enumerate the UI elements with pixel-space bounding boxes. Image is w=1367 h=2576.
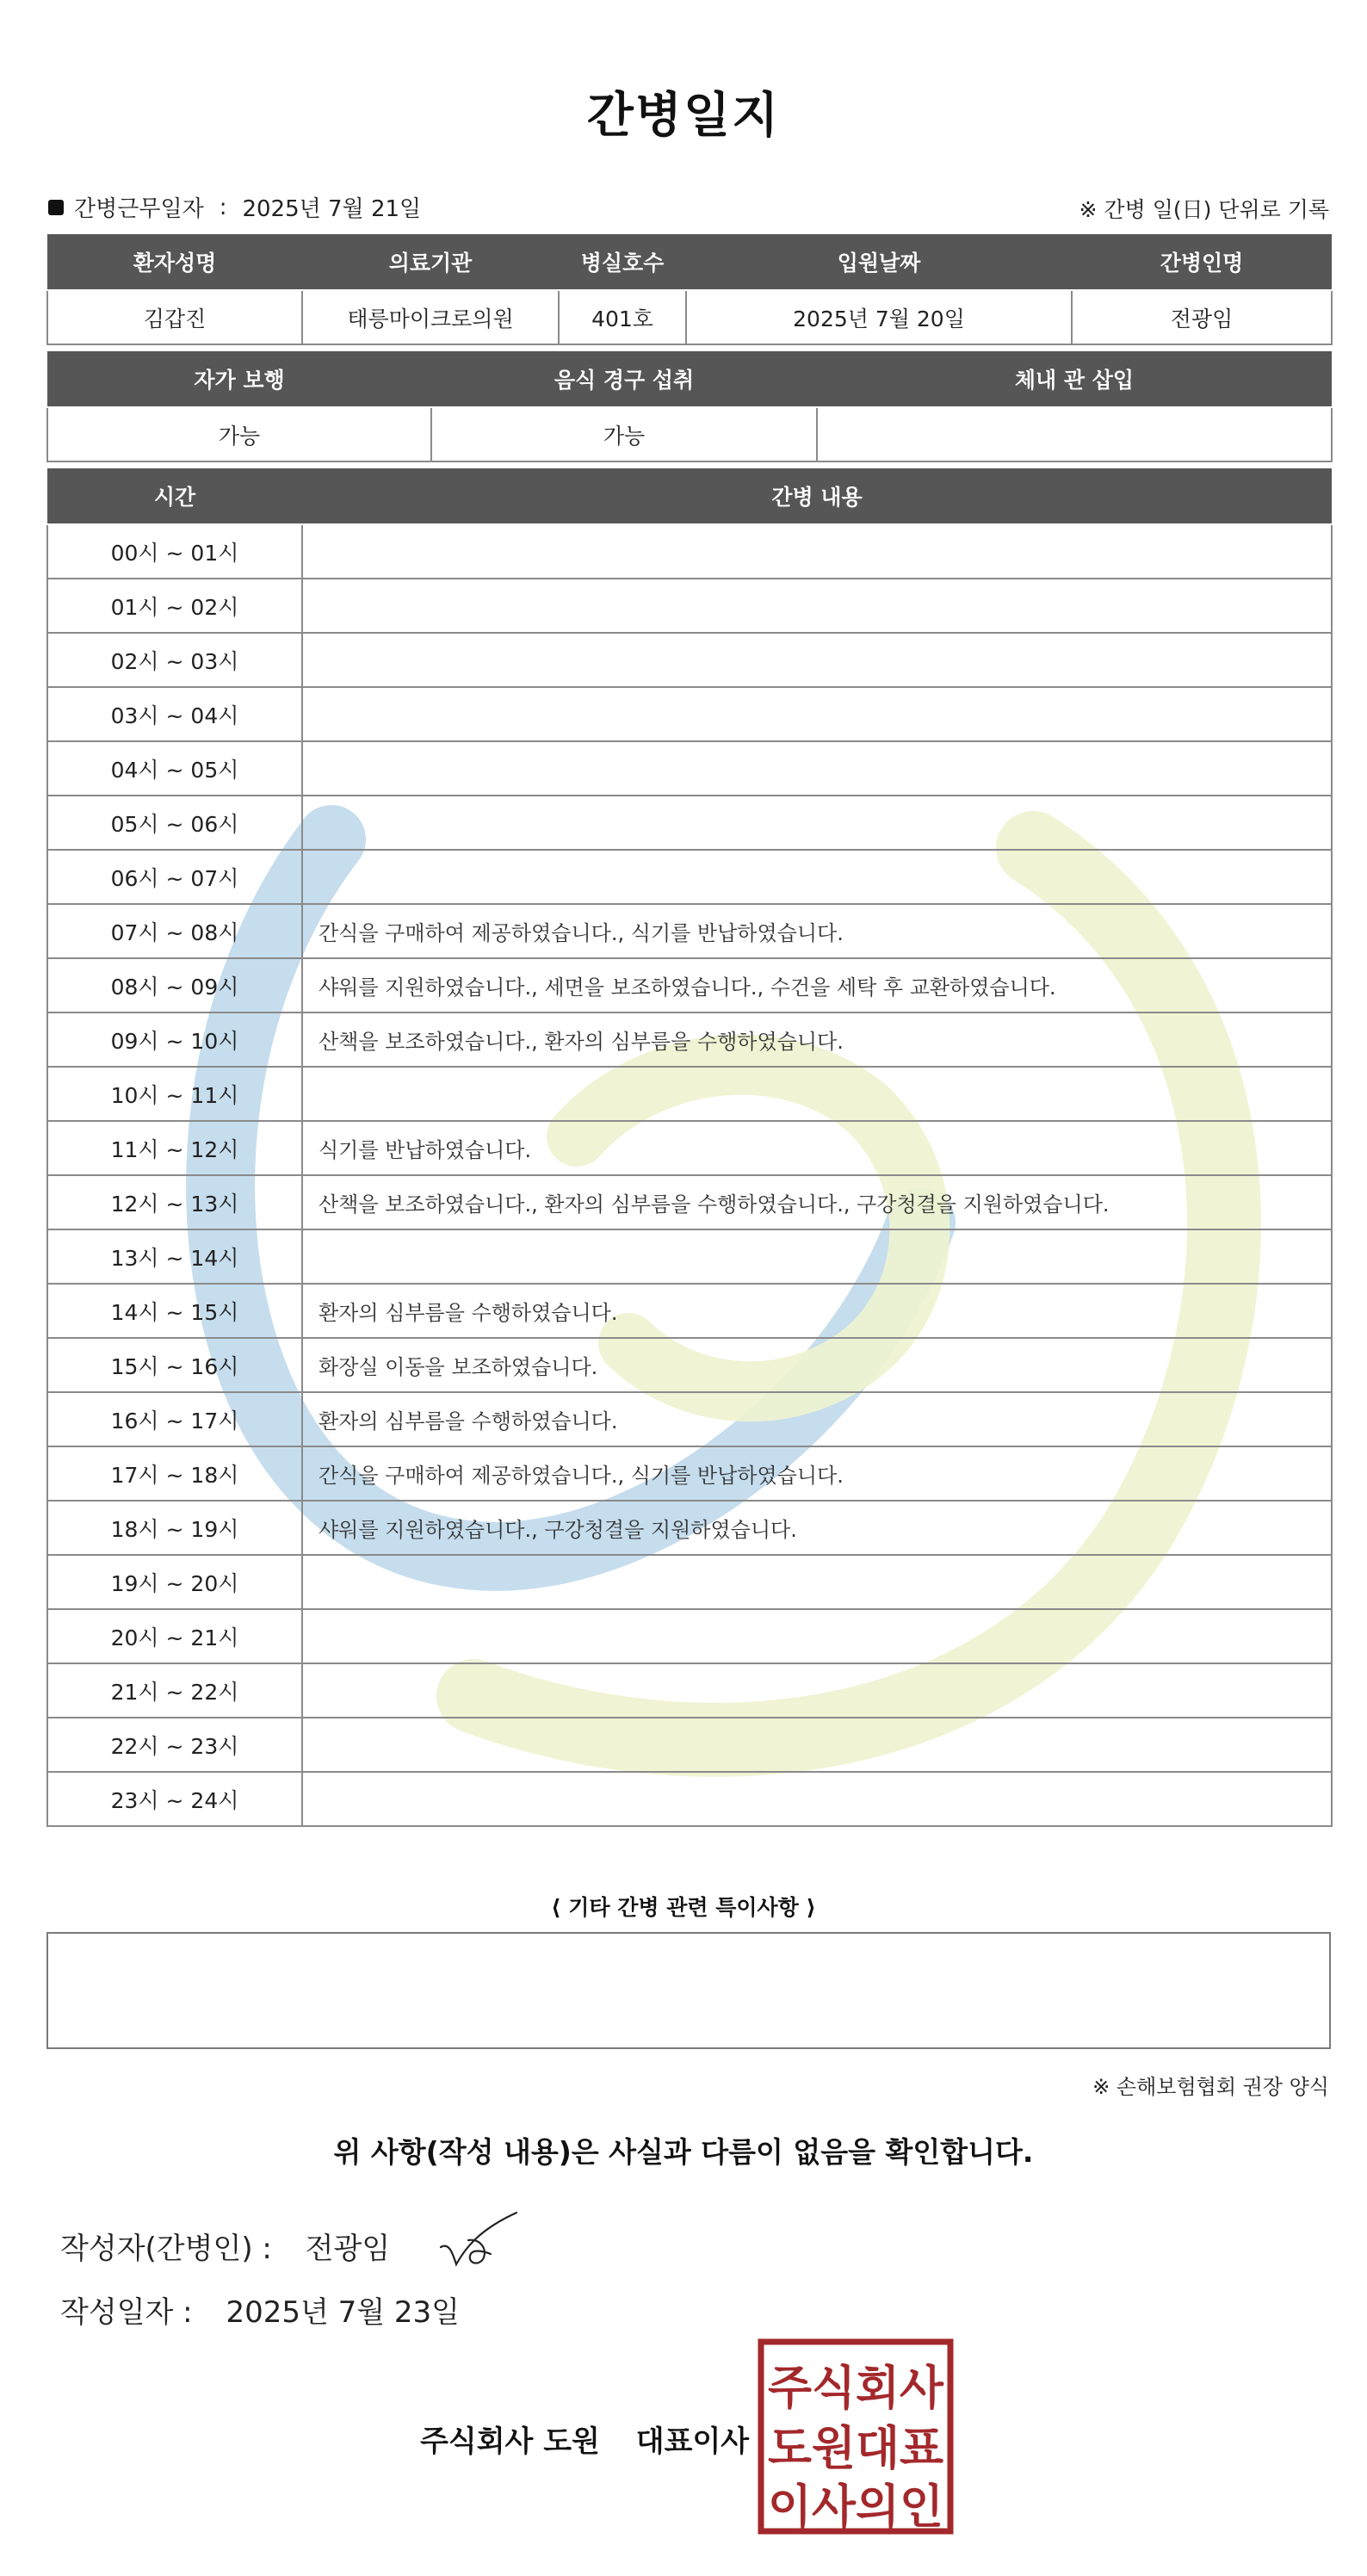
care-log-time: 15시 ~ 16시 [47, 1338, 302, 1392]
care-log-content: 산책을 보조하였습니다., 환자의 심부름을 수행하였습니다., 구강청결을 지원하였습니다. [302, 1175, 1332, 1229]
care-log-time: 08시 ~ 09시 [47, 958, 302, 1012]
admission-date: 2025년 7월 20일 [686, 290, 1072, 344]
header-patient-name: 환자성명 [47, 233, 302, 290]
patient-info-value-row [47, 290, 1332, 344]
header-tube-insertion: 체내 관 삽입 [817, 350, 1332, 407]
ceo-title: 대표이사 [635, 2424, 750, 2459]
care-log-time: 13시 ~ 14시 [47, 1229, 302, 1284]
care-log-header-row [47, 468, 1332, 524]
care-log-content: 샤워를 지원하였습니다., 세면을 보조하였습니다., 수건을 세탁 후 교환하였습니다. [302, 958, 1332, 1012]
care-log-content: 간식을 구매하여 제공하였습니다., 식기를 반납하였습니다. [302, 904, 1332, 958]
header-caregiver-name: 간병인명 [1072, 233, 1332, 290]
seal-text-line-3: 이사의인 [768, 2480, 943, 2534]
work-date-label: 간병근무일자 [74, 196, 204, 222]
care-log-time: 00시 ~ 01시 [47, 524, 302, 579]
care-log-content [302, 579, 1332, 633]
care-log-row [47, 741, 1332, 796]
care-log-row [47, 1067, 1332, 1121]
written-date-value: 2025년 7월 23일 [226, 2295, 461, 2330]
care-log-content [302, 1772, 1332, 1826]
care-log-time: 09시 ~ 10시 [47, 1012, 302, 1067]
care-log-content [302, 1663, 1332, 1718]
writer-label: 작성자(간병인) : [60, 2232, 272, 2266]
room-number: 401호 [559, 290, 686, 344]
care-log-time: 21시 ~ 22시 [47, 1663, 302, 1718]
care-log-row [47, 1609, 1332, 1663]
care-log-row [47, 1121, 1332, 1175]
work-date-value: 2025년 7월 21일 [242, 196, 422, 222]
hourly-care-log-table [46, 467, 1333, 1827]
care-log-row [47, 1663, 1332, 1718]
written-date-row [60, 2288, 460, 2331]
tube-insertion-value [817, 407, 1332, 461]
care-log-row [47, 1284, 1332, 1338]
patient-condition-header-row [47, 350, 1332, 407]
care-log-row [47, 1229, 1332, 1284]
header-room-number: 병실호수 [559, 233, 686, 290]
care-log-time: 10시 ~ 11시 [47, 1067, 302, 1121]
remarks-box [46, 1932, 1331, 2049]
care-log-time: 01시 ~ 02시 [47, 579, 302, 633]
care-log-content: 화장실 이동을 보조하였습니다. [302, 1338, 1332, 1392]
seal-text-line-1: 주식회사 [768, 2361, 944, 2415]
care-log-content [302, 633, 1332, 687]
oral-intake-value: 가능 [431, 407, 817, 461]
page-title: 간병일지 [586, 88, 781, 144]
care-log-row [47, 1501, 1332, 1555]
square-bullet-icon [48, 200, 64, 215]
care-log-content [302, 687, 1332, 741]
care-log-row [47, 796, 1332, 850]
daily-record-note: ※ 간병 일(日) 단위로 기록 [1079, 197, 1329, 222]
care-log-content [302, 1718, 1332, 1772]
handwritten-signature [430, 2204, 534, 2273]
header-self-walking: 자가 보행 [47, 350, 431, 407]
care-log-row [47, 850, 1332, 904]
care-log-row [47, 633, 1332, 687]
recommended-form-note: ※ 손해보험협회 권장 양식 [1092, 2075, 1329, 2099]
medical-institution: 태릉마이크로의원 [302, 290, 559, 344]
care-log-time: 19시 ~ 20시 [47, 1555, 302, 1609]
work-date-separator: : [219, 194, 227, 220]
care-log-content [302, 1609, 1332, 1663]
care-log-row [47, 579, 1332, 633]
care-log-content [302, 1067, 1332, 1121]
remarks-title: ⟨ 기타 간병 관련 특이사항 ⟩ [551, 1895, 816, 1920]
care-log-content: 환자의 심부름을 수행하였습니다. [302, 1284, 1332, 1338]
patient-condition-value-row [47, 407, 1332, 461]
company-seal-stamp [758, 2338, 954, 2535]
care-log-time: 04시 ~ 05시 [47, 741, 302, 796]
care-log-time: 20시 ~ 21시 [47, 1609, 302, 1663]
written-date-label: 작성일자 : [60, 2295, 193, 2330]
writer-name: 전광임 [305, 2232, 391, 2266]
self-walking-value: 가능 [47, 407, 431, 461]
patient-condition-table [46, 350, 1333, 462]
header-time: 시간 [47, 468, 302, 524]
care-log-row [47, 687, 1332, 741]
care-log-time: 11시 ~ 12시 [47, 1121, 302, 1175]
care-log-row [47, 1446, 1332, 1501]
care-log-time: 16시 ~ 17시 [47, 1392, 302, 1446]
care-log-content [302, 796, 1332, 850]
care-log-time: 14시 ~ 15시 [47, 1284, 302, 1338]
care-log-time: 02시 ~ 03시 [47, 633, 302, 687]
care-log-content: 식기를 반납하였습니다. [302, 1121, 1332, 1175]
writer-row [60, 2225, 390, 2267]
care-log-row [47, 904, 1332, 958]
care-log-time: 12시 ~ 13시 [47, 1175, 302, 1229]
patient-name: 김갑진 [47, 290, 302, 344]
care-log-time: 18시 ~ 19시 [47, 1501, 302, 1555]
care-log-row [47, 1772, 1332, 1826]
caregiver-name: 전광임 [1072, 290, 1332, 344]
care-log-content: 환자의 심부름을 수행하였습니다. [302, 1392, 1332, 1446]
care-log-content: 산책을 보조하였습니다., 환자의 심부름을 수행하였습니다. [302, 1012, 1332, 1067]
care-log-time: 06시 ~ 07시 [47, 850, 302, 904]
patient-info-table [46, 232, 1333, 345]
care-log-time: 03시 ~ 04시 [47, 687, 302, 741]
work-date-row [48, 191, 421, 223]
care-log-time: 22시 ~ 23시 [47, 1718, 302, 1772]
care-log-time: 23시 ~ 24시 [47, 1772, 302, 1826]
care-log-row [47, 1338, 1332, 1392]
care-log-time: 07시 ~ 08시 [47, 904, 302, 958]
patient-info-header-row [47, 233, 1332, 290]
confirmation-statement: 위 사항(작성 내용)은 사실과 다름이 없음을 확인합니다. [333, 2135, 1034, 2169]
care-log-content: 샤워를 지원하였습니다., 구강청결을 지원하였습니다. [302, 1501, 1332, 1555]
care-log-row [47, 524, 1332, 579]
care-log-row [47, 1718, 1332, 1772]
header-oral-intake: 음식 경구 섭취 [431, 350, 817, 407]
care-log-time: 05시 ~ 06시 [47, 796, 302, 850]
care-log-content [302, 741, 1332, 796]
company-name: 주식회사 도원 [420, 2424, 600, 2459]
care-log-row [47, 958, 1332, 1012]
care-log-row [47, 1392, 1332, 1446]
care-log-content [302, 1229, 1332, 1284]
care-log-content [302, 1555, 1332, 1609]
care-log-row [47, 1012, 1332, 1067]
header-medical-institution: 의료기관 [302, 233, 559, 290]
care-log-row [47, 1555, 1332, 1609]
care-log-content: 간식을 구매하여 제공하였습니다., 식기를 반납하였습니다. [302, 1446, 1332, 1501]
company-row [420, 2418, 749, 2460]
care-log-content [302, 524, 1332, 579]
header-care-content: 간병 내용 [302, 468, 1332, 524]
seal-text-line-2: 도원대표 [768, 2421, 943, 2475]
care-log-content [302, 850, 1332, 904]
header-admission-date: 입원날짜 [686, 233, 1072, 290]
care-log-time: 17시 ~ 18시 [47, 1446, 302, 1501]
care-log-row [47, 1175, 1332, 1229]
